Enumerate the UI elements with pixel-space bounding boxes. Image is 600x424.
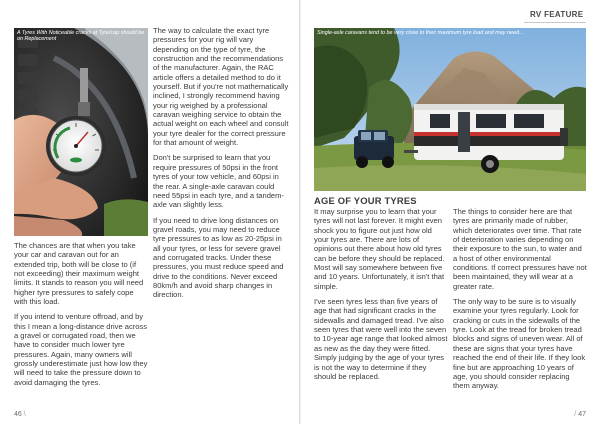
section-heading: AGE OF YOUR TYRES: [314, 195, 417, 206]
page-number-left-value: 46: [14, 411, 22, 418]
tyre-gauge-illustration: [14, 28, 148, 236]
body-paragraph: If you intend to venture offroad, and by this I mean a long-distance drive across a gravel or corrugated road, then we have to consider much lower tyre pressures. Again, many owners will grossly underestimate just how low they will need to take the pressure down to avoid damaging the tyres.: [14, 312, 148, 387]
article-column-2: [153, 26, 290, 306]
folio-slash: /: [574, 411, 577, 418]
body-paragraph: If you need to drive long distances on gravel roads, you may need to reduce tyre pressures to as low as 20-25psi in all your tyres, or less for severe gravel and corrugated tracks. Under these pressures, you must reduce speed and drive to the conditions. Never exceed 80km/h and avoid sharp changes in direction.: [153, 215, 284, 300]
gauge-photo-caption: A Tyres With Noticeable cracks at Tyre/cap should be on Replacement: [17, 30, 145, 43]
article-column-4: [453, 207, 587, 397]
feature-tag-label: RV FEATURE: [530, 10, 584, 19]
body-paragraph: The chances are that when you take your car and caravan out for an extended trip, both will be close to (if not exceeding) their maximum weight limits. It stands to reason you will need higher tyre pressures to safely cope with this load.: [14, 241, 144, 307]
feature-tag-rule: [524, 22, 586, 23]
article-column-1: [14, 241, 148, 393]
page-number-right-value: 47: [578, 411, 586, 418]
caravan-illustration: [314, 28, 586, 191]
caravan-photo: [314, 28, 586, 191]
page-number-left: [14, 411, 28, 418]
body-paragraph: The only way to be sure is to visually examine your tyres regularly. Look for cracking or cuts in the sidewalls of the tyre. Look at the tread for broken tread blocks and signs of uneven wear. All of these are signs that your tyres have reached the end of their life. If they look fine but are approaching 10 years of age, you should consider replacing them anyway.: [453, 297, 586, 391]
section-tag: [530, 8, 583, 21]
body-paragraph: I've seen tyres less than five years of age that had significant cracks in the sidewalls and damaged tread. I've also seen tyres that were well into the seven to 10-year age range that looked almost as new as the day they were fitted. Simply judging by the age of your tyres is not the way to determine if they should be replaced.: [314, 297, 448, 381]
article-column-3: [314, 207, 448, 387]
tyre-gauge-photo: [14, 28, 148, 236]
body-paragraph: Don't be surprised to learn that you require pressures of 50psi in the front tyres of your tow vehicle, and 60psi in the rear. A single-axle caravan could need 55psi in each tyre, and a tandem-axle van slightly less.: [153, 153, 284, 210]
page-number-right: [572, 411, 586, 418]
body-paragraph: The way to calculate the exact tyre pressures for your rig will vary depending on the type of tyre, the construction and the recommendations of the manufacturer. Again, the RAC article offers a detailed method to do it yourself. But if you're not mathematically inclined, I strongly recommend having your rig weighed by a professional caravan weighing service to obtain the actual weight on each wheel and consult your tyre dealer for the correct pressure for that amount of weight.: [153, 26, 289, 148]
body-paragraph: It may surprise you to learn that your tyres will not last forever. It might even shock you to figure out just how old your tyres are. There are lots of opinions out there about how old tyres can be before they should be replaced. Most will say somewhere between five and 10 years. Unfortunately, it isn't that simple.: [314, 207, 445, 291]
caravan-photo-caption: Single-axle caravans tend to be very close to their maximum tyre load and may need...: [317, 30, 524, 36]
body-paragraph: The things to consider here are that tyres are primarily made of rubber, which deteriorates over time. That rate of deterioration varies depending on their exposure to the sun, to water and a host of other environmental conditions. If correct pressures have not been maintained, they will wear at a greater rate.: [453, 207, 587, 291]
folio-slash: \: [23, 411, 26, 418]
page-gutter: [299, 0, 301, 424]
